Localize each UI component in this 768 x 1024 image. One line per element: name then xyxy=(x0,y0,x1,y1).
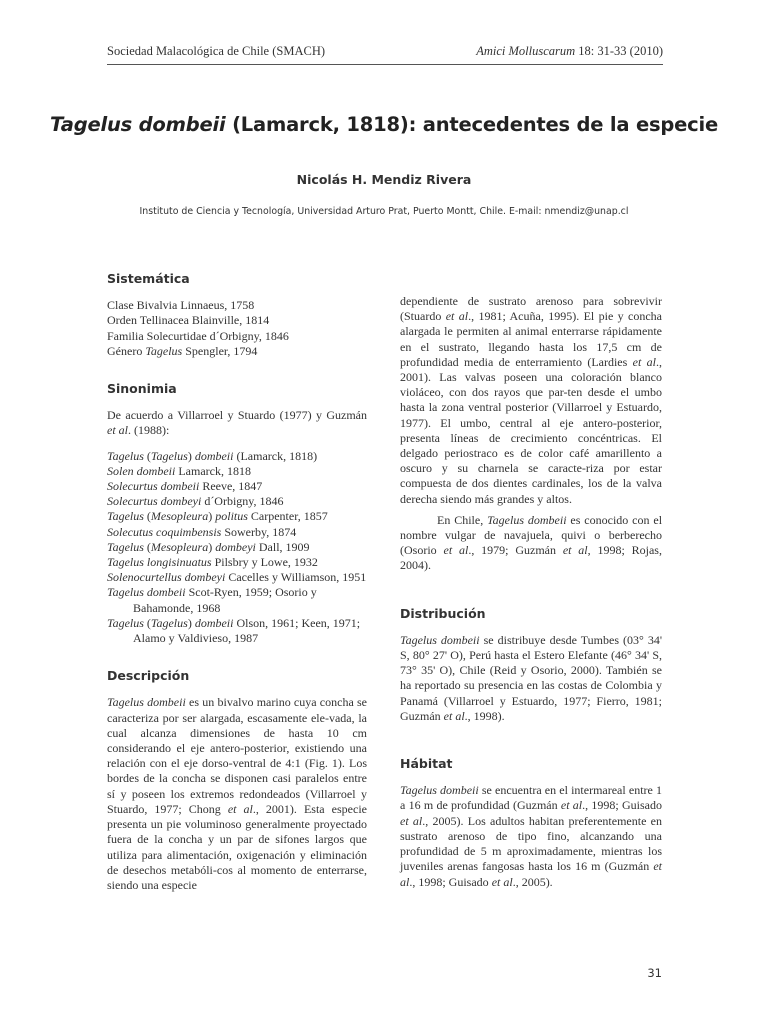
syn-part: ) xyxy=(187,615,195,630)
syn-part: Tagelus xyxy=(107,509,144,524)
hab-etal: et al xyxy=(491,874,513,889)
journal-name: Amici Molluscarum xyxy=(476,44,576,58)
syn-part: Mesopleura xyxy=(150,539,209,554)
synonym-3 xyxy=(107,479,367,494)
syn-part: ( xyxy=(143,615,151,630)
author-affiliation: Instituto de Ciencia y Tecnología, Universidad Arturo Prat, Puerto Montt, Chile. E-mail: nmendiz@unap.cl xyxy=(139,206,629,217)
descripcion-continued xyxy=(400,294,662,507)
syn-part: Tagelus xyxy=(150,615,188,630)
syn-part: ) xyxy=(208,539,216,554)
heading-habitat: Hábitat xyxy=(400,756,453,772)
taxon-orden: Orden Tellinacea Blainville, 1814 xyxy=(107,313,270,328)
running-header-society: Sociedad Malacológica de Chile (SMACH) xyxy=(107,44,326,58)
chile-etal: et al xyxy=(562,543,588,558)
synonym-8 xyxy=(107,555,367,570)
cont-text: ., 1981; Acuña, 1995). El pie y concha alargada le permiten al animal enterrarse rápidamente en el sustrato, llegando hasta los 17,5 cm de profundidad media de enterramiento (Lardies xyxy=(400,309,662,369)
running-header-citation xyxy=(476,44,663,59)
cont-etal: et al xyxy=(632,354,656,369)
syn-part: Solen dombeii xyxy=(107,463,176,478)
hab-text: ., 1998; Guisado xyxy=(409,874,492,889)
dist-text: se distribuye desde Tumbes (03° 34' S, 80° 27' O), Perú hasta el Estero Elefante (46° 34' S, 73° 35' O), Chile (Reid y Osorio, 2000). También se ha reportado su presencia en las costas de Colombia y Panamá (Villarroel y Estuardo, 1977; Fierro, 1981; Guzmán xyxy=(400,632,663,723)
syn-part: Tagelus dombeii xyxy=(107,585,186,600)
cont-text: ., 2001). Las valvas poseen una coloración blanco violáceo, con dos rayos que par-ten desde el umbo hasta la zona ventral posterior (Villarroel y Estuardo, 1977). El umbo, central al eje antero-posterior, presenta líneas de crecimiento concéntricas. El delgado periostraco es de color café amarillento a oscuro y su charnela se caracte-riza por estar compuesta de dos dientes cardinales, los de la valva derecha siendo más grandes y altos. xyxy=(400,354,662,506)
genero-prefix: Género xyxy=(107,343,146,358)
taxon-genero xyxy=(107,344,367,359)
synonym-5 xyxy=(107,509,367,524)
title-rest: (Lamarck, 1818): antecedentes de la especie xyxy=(225,113,719,136)
chile-text: En Chile, xyxy=(437,512,488,527)
desc-species: Tagelus dombeii xyxy=(107,695,186,710)
synonym-4 xyxy=(107,494,367,509)
syn-part: dombeii xyxy=(194,448,234,463)
syn-part: Lamarck, 1818 xyxy=(175,463,251,478)
genero-suffix: Spengler, 1794 xyxy=(182,343,258,358)
genero-name: Tagelus xyxy=(145,343,183,358)
chile-etal: et al xyxy=(443,543,469,558)
syn-part: Solecutus coquimbensis xyxy=(107,524,222,539)
chile-text: ., 1979; Guzmán xyxy=(468,543,563,558)
desc-text: es un bivalvo marino cuya concha se caracteriza por ser alargada, escasamente ele-vada, la cual alcanza dimensiones de hasta 10 cm considerando el eje antero-posterior, existiendo una relación con el eje dorso-ventral de 4:1 (Fig. 1). Los bordes de la concha se disponen casi paralelos entre sí y poseen los extremos redondeados (Villarroel y Stuardo, 1977; Chong xyxy=(107,695,368,816)
syn-part: Solecurtus dombeii xyxy=(107,479,200,494)
synonym-6 xyxy=(107,525,367,540)
syn-part: politus xyxy=(215,509,248,524)
hab-text: ., 2005). xyxy=(512,874,553,889)
dist-species: Tagelus dombeii xyxy=(400,632,480,647)
right-column xyxy=(400,294,662,890)
sinonimia-intro-etal: et al xyxy=(107,423,128,438)
syn-part: ( xyxy=(143,448,151,463)
syn-part: Carpenter, 1857 xyxy=(247,509,328,524)
taxon-clase: Clase Bivalvia Linnaeus, 1758 xyxy=(107,298,255,313)
syn-part: d´Orbigny, 1846 xyxy=(201,494,284,509)
habitat-paragraph xyxy=(400,783,662,889)
hab-etal: et al xyxy=(560,798,583,813)
syn-part: Scot-Ryen, 1959; Osorio y Bahamonde, 1968 xyxy=(133,585,317,615)
sinonimia-intro-end: . (1988): xyxy=(128,423,170,438)
sinonimia-intro xyxy=(107,408,367,438)
syn-part: Mesopleura xyxy=(150,509,209,524)
author-name: Nicolás H. Mendiz Rivera xyxy=(296,172,472,187)
syn-part: dombeyi xyxy=(215,539,256,554)
syn-part: Tagelus longisinuatus xyxy=(107,555,212,570)
title-species: Tagelus dombeii xyxy=(49,113,226,136)
chile-paragraph xyxy=(400,513,662,574)
syn-part: Sowerby, 1874 xyxy=(221,524,297,539)
chile-text: es conocido con el nombre vulgar de navajuela, quivi o berberecho (Osorio xyxy=(400,512,663,558)
heading-distribucion: Distribución xyxy=(400,605,486,621)
synonym-11 xyxy=(107,616,367,646)
synonym-7 xyxy=(107,540,367,555)
header-rule xyxy=(107,64,663,65)
taxon-familia: Familia Solecurtidae d´Orbigny, 1846 xyxy=(107,328,289,343)
page-number: 31 xyxy=(647,966,662,980)
heading-sistematica: Sistemática xyxy=(107,271,190,286)
synonym-2 xyxy=(107,464,367,479)
syn-part: Olson, 1961; Keen, 1971; Alamo y Valdivieso, 1987 xyxy=(133,615,361,646)
dist-etal: et al xyxy=(443,708,465,723)
cont-etal: et al xyxy=(445,309,469,324)
syn-part: ( xyxy=(143,509,151,524)
journal-volume-pages: 18: 31-33 (2010) xyxy=(575,44,663,58)
cont-text: dependiente de sustrato arenoso para sobrevivir (Stuardo xyxy=(400,294,662,324)
hab-species: Tagelus dombeii xyxy=(400,783,479,798)
hab-etal: et al xyxy=(400,813,423,828)
syn-part: (Lamarck, 1818) xyxy=(233,448,318,463)
synonym-1 xyxy=(107,449,367,464)
syn-part: Tagelus xyxy=(107,615,144,630)
syn-part: Tagelus xyxy=(150,448,188,463)
synonym-9 xyxy=(107,570,367,585)
desc-text: ., 2001). Esta especie presenta un pie voluminoso generalmente proyectado fuera de la concha y un par de sifones largos que utiliza para alimentación, oxigenación y eliminación de desechos metabóli-cos al momento de enterrarse, siendo una especie xyxy=(107,801,367,892)
hab-text: ., 1998; Guisado xyxy=(582,798,662,813)
chile-text: , 1998; Rojas, 2004). xyxy=(400,543,662,573)
syn-part: ) xyxy=(208,509,216,524)
syn-part: Dall, 1909 xyxy=(255,539,310,554)
hab-text: ., 2005). Los adultos habitan preferentemente en sustrato arenoso de tipo fino, alcanzando una profundidad de 5 m aproximadamente, mientras los juveniles arenas fangosas hasta los 16 m (Guzmán xyxy=(400,813,662,874)
hab-etal: et al xyxy=(400,859,662,889)
distribucion-paragraph xyxy=(400,633,662,724)
syn-part: Solecurtus dombeyi xyxy=(107,494,202,509)
dist-text: ., 1998). xyxy=(464,708,505,723)
syn-part: dombeii xyxy=(194,615,234,630)
left-column xyxy=(107,271,367,893)
syn-part: ) xyxy=(187,448,195,463)
syn-part: Pilsbry y Lowe, 1932 xyxy=(211,555,318,570)
syn-part: Tagelus xyxy=(107,539,144,554)
syn-part: Reeve, 1847 xyxy=(199,479,263,494)
descripcion-paragraph xyxy=(107,695,367,893)
desc-etal: et al xyxy=(227,801,253,816)
hab-text: se encuentra en el intermareal entre 1 a 16 m de profundidad (Guzmán xyxy=(400,783,663,813)
heading-descripcion: Descripción xyxy=(107,668,190,684)
syn-part: Cacelles y Williamson, 1951 xyxy=(225,570,367,585)
sinonimia-intro-text: De acuerdo a Villarroel y Stuardo (1977) y Guzmán xyxy=(107,408,367,423)
synonym-10 xyxy=(107,585,367,615)
syn-part: Solenocurtellus dombeyi xyxy=(107,570,226,585)
syn-part: ( xyxy=(143,539,151,554)
heading-sinonimia: Sinonimia xyxy=(107,381,177,397)
article-title xyxy=(0,113,768,136)
chile-species: Tagelus dombeii xyxy=(487,512,567,527)
syn-part: Tagelus xyxy=(107,448,144,463)
